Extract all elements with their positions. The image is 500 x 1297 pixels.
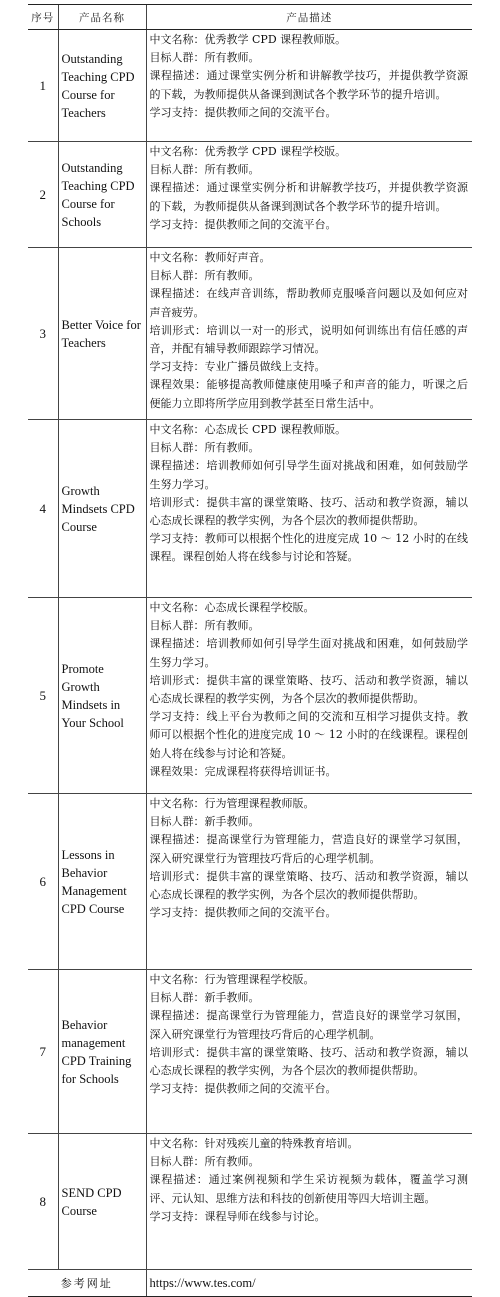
description-line: 课程描述：培训教师如何引导学生面对挑战和困难，如何鼓励学生努力学习。 bbox=[149, 459, 468, 491]
header-product-name: 产品名称 bbox=[58, 5, 146, 30]
description-line: 目标人群：所有教师。 bbox=[149, 51, 260, 65]
row-number: 3 bbox=[28, 248, 58, 420]
table-header-row bbox=[28, 5, 472, 30]
row-number: 5 bbox=[28, 598, 58, 794]
row-number: 2 bbox=[28, 142, 58, 248]
table-row bbox=[28, 1134, 472, 1270]
table-row bbox=[28, 248, 472, 420]
description-line: 学习支持：课程导师在线参与讨论。 bbox=[149, 1209, 326, 1223]
description-line: 中文名称：优秀教学 CPD 课程学校版。 bbox=[149, 145, 347, 158]
product-description bbox=[146, 420, 472, 598]
product-description bbox=[146, 1134, 472, 1270]
table-row bbox=[28, 794, 472, 970]
description-line: 中文名称：针对残疾儿童的特殊教育培训。 bbox=[149, 1137, 359, 1150]
row-number: 6 bbox=[28, 794, 58, 970]
description-line: 课程效果：完成课程将获得培训证书。 bbox=[149, 764, 337, 778]
product-name: Behavior management CPD Training for Schools bbox=[58, 970, 146, 1134]
header-product-description: 产品描述 bbox=[146, 5, 472, 30]
description-line: 学习支持：提供教师之间的交流平台。 bbox=[149, 906, 337, 920]
description-line: 目标人群：所有教师。 bbox=[149, 163, 260, 177]
description-line: 培训形式：提供丰富的课堂策略、技巧、活动和教学资源，辅以心态成长课程的教学实例，为各个层次的教师提供帮助。 bbox=[149, 1045, 468, 1078]
description-line: 培训形式：提供丰富的课堂策略、技巧、活动和教学资源，辅以心态成长课程的教学实例，为各个层次的教师提供帮助。 bbox=[149, 495, 468, 528]
description-line: 目标人群：新手教师。 bbox=[149, 991, 260, 1005]
description-line: 中文名称：心态成长课程学校版。 bbox=[149, 601, 315, 614]
description-line: 中文名称：心态成长 CPD 课程教师版。 bbox=[149, 423, 347, 436]
description-line: 学习支持：教师可以根据个性化的进度完成 10 ～ 12 小时的在线课程。课程创始人将在线参与讨论和答疑。 bbox=[149, 532, 468, 564]
description-line: 目标人群：所有教师。 bbox=[149, 441, 260, 455]
description-line: 课程描述：培训教师如何引导学生面对挑战和困难，如何鼓励学生努力学习。 bbox=[149, 637, 468, 669]
description-line: 目标人群：所有教师。 bbox=[149, 1155, 260, 1169]
course-table bbox=[28, 4, 472, 1297]
product-description bbox=[146, 248, 472, 420]
description-line: 中文名称：优秀教学 CPD 课程教师版。 bbox=[149, 33, 347, 46]
description-line: 目标人群：所有教师。 bbox=[149, 269, 260, 283]
description-line: 目标人群：新手教师。 bbox=[149, 815, 260, 829]
row-number: 8 bbox=[28, 1134, 58, 1270]
reference-label: 参考网址 bbox=[28, 1270, 146, 1297]
row-number: 1 bbox=[28, 30, 58, 142]
product-name: Lessons in Behavior Management CPD Course bbox=[58, 794, 146, 970]
reference-url: https://www.tes.com/ bbox=[146, 1270, 472, 1297]
description-line: 课程描述：提高课堂行为管理能力，营造良好的课堂学习氛围，深入研究课堂行为管理技巧背后的心理学机制。 bbox=[149, 833, 468, 865]
table-body bbox=[28, 30, 472, 1297]
description-line: 学习支持：提供教师之间的交流平台。 bbox=[149, 217, 337, 231]
table-row bbox=[28, 142, 472, 248]
product-description bbox=[146, 794, 472, 970]
description-line: 课程描述：通过案例视频和学生采访视频为载体，覆盖学习测评、元认知、思维方法和科技的创新使用等四大培训主题。 bbox=[149, 1173, 468, 1205]
row-number: 4 bbox=[28, 420, 58, 598]
description-line: 课程效果：能够提高教师健康使用嗓子和声音的能力，听课之后便能力立即将所学应用到教学甚至日常生活中。 bbox=[149, 378, 468, 410]
product-name: Better Voice for Teachers bbox=[58, 248, 146, 420]
description-line: 培训形式：提供丰富的课堂策略、技巧、活动和教学资源，辅以心态成长课程的教学实例，为各个层次的教师提供帮助。 bbox=[149, 869, 468, 902]
product-name: Growth Mindsets CPD Course bbox=[58, 420, 146, 598]
product-description bbox=[146, 598, 472, 794]
description-line: 中文名称：行为管理课程教师版。 bbox=[149, 797, 315, 810]
product-name: SEND CPD Course bbox=[58, 1134, 146, 1270]
product-description bbox=[146, 30, 472, 142]
table-row bbox=[28, 970, 472, 1134]
description-line: 课程描述：在线声音训练，帮助教师克服嗓音问题以及如何应对声音疲劳。 bbox=[149, 287, 468, 319]
description-line: 学习支持：线上平台为教师之间的交流和互相学习提供支持。教师可以根据个性化的进度完成 10 ～ 12 小时的在线课程。课程创始人将在线参与讨论和答疑。 bbox=[149, 710, 468, 760]
description-line: 学习支持：专业广播员做线上支持。 bbox=[149, 360, 326, 374]
table-row bbox=[28, 420, 472, 598]
product-name: Promote Growth Mindsets in Your School bbox=[58, 598, 146, 794]
description-line: 课程描述：通过课堂实例分析和讲解教学技巧，并提供教学资源的下载，为教师提供从备课到测试各个教学环节的提升培训。 bbox=[149, 69, 468, 101]
product-description bbox=[146, 970, 472, 1134]
description-line: 中文名称：教师好声音。 bbox=[149, 251, 271, 264]
description-line: 学习支持：提供教师之间的交流平台。 bbox=[149, 105, 337, 119]
description-line: 学习支持：提供教师之间的交流平台。 bbox=[149, 1082, 337, 1096]
table-row bbox=[28, 598, 472, 794]
description-line: 培训形式：培训以一对一的形式，说明如何训练出有信任感的声音，并配有辅导教师跟踪学习情况。 bbox=[149, 323, 468, 356]
table-row bbox=[28, 30, 472, 142]
product-description bbox=[146, 142, 472, 248]
product-name: Outstanding Teaching CPD Course for Schools bbox=[58, 142, 146, 248]
row-number: 7 bbox=[28, 970, 58, 1134]
description-line: 培训形式：提供丰富的课堂策略、技巧、活动和教学资源，辅以心态成长课程的教学实例，为各个层次的教师提供帮助。 bbox=[149, 673, 468, 706]
description-line: 中文名称：行为管理课程学校版。 bbox=[149, 973, 315, 986]
description-line: 课程描述：通过课堂实例分析和讲解教学技巧，并提供教学资源的下载，为教师提供从备课到测试各个教学环节的提升培训。 bbox=[149, 181, 468, 213]
reference-row bbox=[28, 1270, 472, 1297]
description-line: 目标人群：所有教师。 bbox=[149, 619, 260, 633]
description-line: 课程描述：提高课堂行为管理能力，营造良好的课堂学习氛围，深入研究课堂行为管理技巧背后的心理学机制。 bbox=[149, 1009, 468, 1041]
product-name: Outstanding Teaching CPD Course for Teachers bbox=[58, 30, 146, 142]
header-number: 序号 bbox=[28, 5, 58, 30]
